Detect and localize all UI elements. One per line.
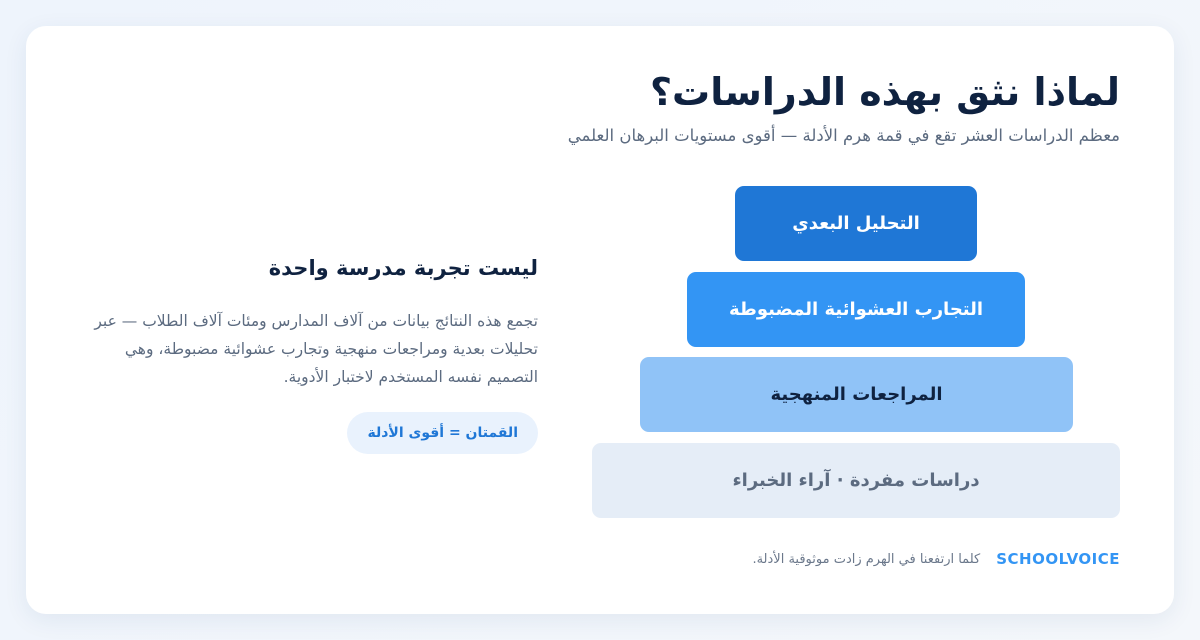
pyramid-tier-rct: التجارب العشوائية المضبوطة [687, 272, 1025, 347]
strongest-evidence-badge: القمتان = أقوى الأدلة [347, 412, 538, 454]
pyramid-tier-meta-analysis: التحليل البعدي [735, 186, 977, 261]
footer [752, 550, 1120, 568]
page-subtitle: معظم الدراسات العشر تقع في قمة هرم الأدلة — أقوى مستويات البرهان العلمي [567, 126, 1120, 145]
brand-logo: SCHOOLVOICE [996, 550, 1120, 568]
side-heading: ليست تجربة مدرسة واحدة [268, 256, 538, 280]
side-body-text: تجمع هذه النتائج بيانات من آلاف المدارس ومئات آلاف الطلاب — عبر تحليلات بعدية ومراجعات منهجية وتجارب عشوائية مضبوطة، وهي التصميم نفسه المستخدم لاختبار الأدوية. [94, 312, 538, 386]
page-title: لماذا نثق بهذه الدراسات؟ [649, 70, 1120, 114]
content-card [26, 26, 1174, 614]
pyramid-tier-single-studies: دراسات مفردة · آراء الخبراء [592, 443, 1120, 518]
footer-note: كلما ارتفعنا في الهرم زادت موثوقية الأدلة. [752, 551, 981, 567]
pyramid-tier-systematic-review: المراجعات المنهجية [640, 357, 1073, 432]
